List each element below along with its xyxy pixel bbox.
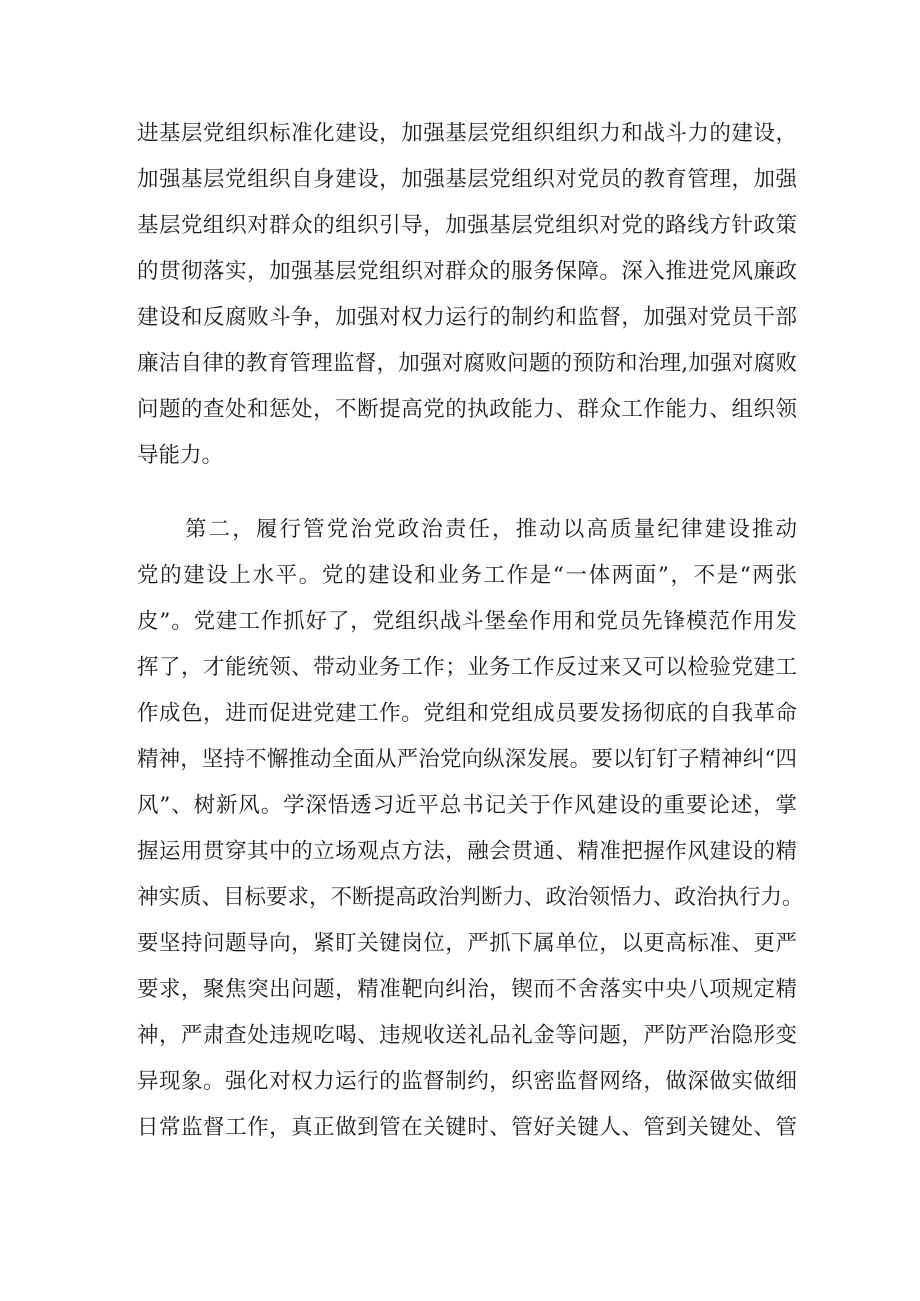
text-line: 风”、树新风。学深悟透习近平总书记关于作风建设的重要论述，掌 — [137, 793, 797, 818]
text-line: 要坚持问题导向，紧盯关键岗位，严抓下属单位，以更高标准、更严 — [137, 931, 797, 956]
text-line: 要求，聚焦突出问题，精准靶向纠治，锲而不舍落实中央八项规定精 — [137, 977, 797, 1002]
text-line: 第二，履行管党治党政治责任，推动以高质量纪律建设推动 — [185, 517, 797, 542]
text-line: 问题的查处和惩处，不断提高党的执政能力、群众工作能力、组织领 — [137, 397, 797, 422]
text-line: 异现象。强化对权力运行的监督制约，织密监督网络，做深做实做细 — [137, 1069, 797, 1094]
text-line: 进基层党组织标准化建设，加强基层党组织组织力和战斗力的建设， — [137, 121, 797, 146]
text-line: 神，严肃查处违规吃喝、违规收送礼品礼金等问题，严防严治隐形变 — [137, 1023, 797, 1048]
text-line: 挥了，才能统领、带动业务工作；业务工作反过来又可以检验党建工 — [137, 655, 797, 680]
text-line: 建设和反腐败斗争，加强对权力运行的制约和监督，加强对党员干部 — [137, 305, 797, 330]
text-line: 作成色，进而促进党建工作。党组和党组成员要发扬彻底的自我革命 — [137, 701, 797, 726]
text-line: 党的建设上水平。党的建设和业务工作是“一体两面”，不是“两张 — [137, 563, 797, 588]
text-line: 神实质、目标要求，不断提高政治判断力、政治领悟力、政治执行力。 — [137, 885, 804, 910]
text-line: 加强基层党组织自身建设，加强基层党组织对党员的教育管理，加强 — [137, 167, 797, 192]
text-line: 皮”。党建工作抓好了，党组织战斗堡垒作用和党员先锋模范作用发 — [137, 609, 797, 634]
text-line: 基层党组织对群众的组织引导，加强基层党组织对党的路线方针政策 — [137, 213, 797, 238]
text-line: 精神，坚持不懈推动全面从严治党向纵深发展。要以钉钉子精神纠“四 — [137, 747, 797, 772]
text-line: 导能力。 — [137, 443, 224, 468]
text-line: 的贯彻落实，加强基层党组织对群众的服务保障。深入推进党风廉政 — [137, 259, 797, 284]
text-line: 握运用贯穿其中的立场观点方法，融会贯通、精准把握作风建设的精 — [137, 839, 797, 864]
text-line: 日常监督工作，真正做到管在关键时、管好关键人、管到关键处、管 — [137, 1115, 797, 1140]
text-line: 廉洁自律的教育管理监督，加强对腐败问题的预防和治理,加强对腐败 — [137, 351, 797, 376]
